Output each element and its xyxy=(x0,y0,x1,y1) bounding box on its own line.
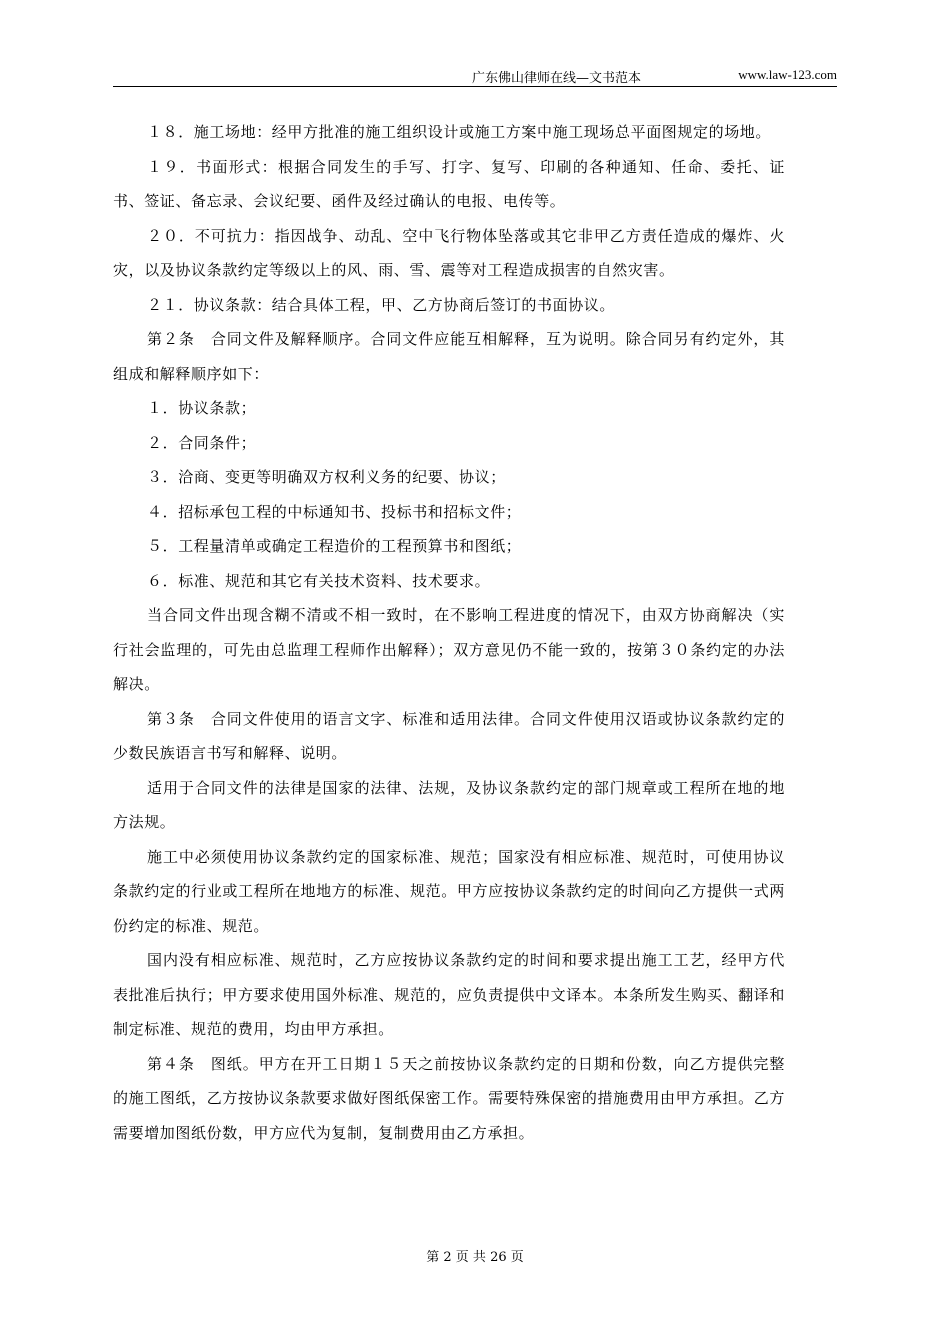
page-footer xyxy=(0,1246,950,1265)
list-item-2: ２．合同条件； xyxy=(147,433,257,452)
footer-page-number: 2 xyxy=(443,1250,452,1265)
paragraph-definition-20: ２０．不可抗力：指因战争、动乱、空中飞行物体坠落或其它非甲乙方责任造成的爆炸、火灾，以及协议条款约定等级以上的风、雨、雪、震等对工程造成损害的自然灾害。 xyxy=(113,226,785,279)
document-body xyxy=(113,115,785,1150)
footer-page-middle: 页 共 xyxy=(455,1250,486,1265)
list-item-3: ３．洽商、变更等明确双方权利义务的纪要、协议； xyxy=(147,468,506,486)
footer-page-suffix: 页 xyxy=(510,1250,524,1265)
paragraph-article-2: 第２条 合同文件及解释顺序。合同文件应能互相解释，互为说明。除合同另有约定外，其组成和解释顺序如下： xyxy=(113,330,785,383)
paragraph-applicable-law: 适用于合同文件的法律是国家的法律、法规，及协议条款约定的部门规章或工程所在地的地方法规。 xyxy=(113,778,785,831)
header-url[interactable]: www.law-123.com xyxy=(738,67,837,82)
header-site-name: 广东佛山律师在线—文书范本 xyxy=(472,71,642,86)
paragraph-definition-18: １８．施工场地：经甲方批准的施工组织设计或施工方案中施工现场总平面图规定的场地。 xyxy=(147,123,772,141)
page-header xyxy=(113,64,837,87)
paragraph-definition-21: ２１．协议条款：结合具体工程，甲、乙方协商后签订的书面协议。 xyxy=(147,295,616,314)
paragraph-foreign-standards: 国内没有相应标准、规范时，乙方应按协议条款约定的时间和要求提出施工工艺，经甲方代表批准后执行；甲方要求使用国外标准、规范的，应负责提供中文译本。本条所发生购买、翻译和制定标准、规范的费用，均由甲方承担。 xyxy=(113,951,785,1038)
list-item-6: ６．标准、规范和其它有关技术资料、技术要求。 xyxy=(147,571,491,590)
paragraph-definition-19: １９．书面形式：根据合同发生的手写、打字、复写、印刷的各种通知、任命、委托、证书、签证、备忘录、会议纪要、函件及经过确认的电报、电传等。 xyxy=(113,157,785,210)
footer-total-pages: 26 xyxy=(490,1250,507,1265)
paragraph-article-4: 第４条 图纸。甲方在开工日期１５天之前按协议条款约定的日期和份数，向乙方提供完整的施工图纸，乙方按协议条款要求做好图纸保密工作。需要特殊保密的措施费用由甲方承担。乙方需要增加图纸份数，甲方应代为复制，复制费用由乙方承担。 xyxy=(113,1054,785,1142)
paragraph-article-3: 第３条 合同文件使用的语言文字、标准和适用法律。合同文件使用汉语或协议条款约定的少数民族语言书写和解释、说明。 xyxy=(113,709,785,762)
list-item-5: ５．工程量清单或确定工程造价的工程预算书和图纸； xyxy=(147,537,522,555)
paragraph-standards: 施工中必须使用协议条款约定的国家标准、规范；国家没有相应标准、规范时，可使用协议条款约定的行业或工程所在地地方的标准、规范。甲方应按协议条款约定的时间向乙方提供一式两份约定的标准、规范。 xyxy=(113,847,785,935)
paragraph-conflict-resolution: 当合同文件出现含糊不清或不相一致时，在不影响工程进度的情况下，由双方协商解决（实行社会监理的，可先由总监理工程师作出解释）；双方意见仍不能一致的，按第３０条约定的办法解决。 xyxy=(113,606,785,693)
list-item-4: ４．招标承包工程的中标通知书、投标书和招标文件； xyxy=(147,502,522,521)
footer-page-prefix: 第 xyxy=(426,1250,440,1265)
list-item-1: １．协议条款； xyxy=(147,399,257,417)
